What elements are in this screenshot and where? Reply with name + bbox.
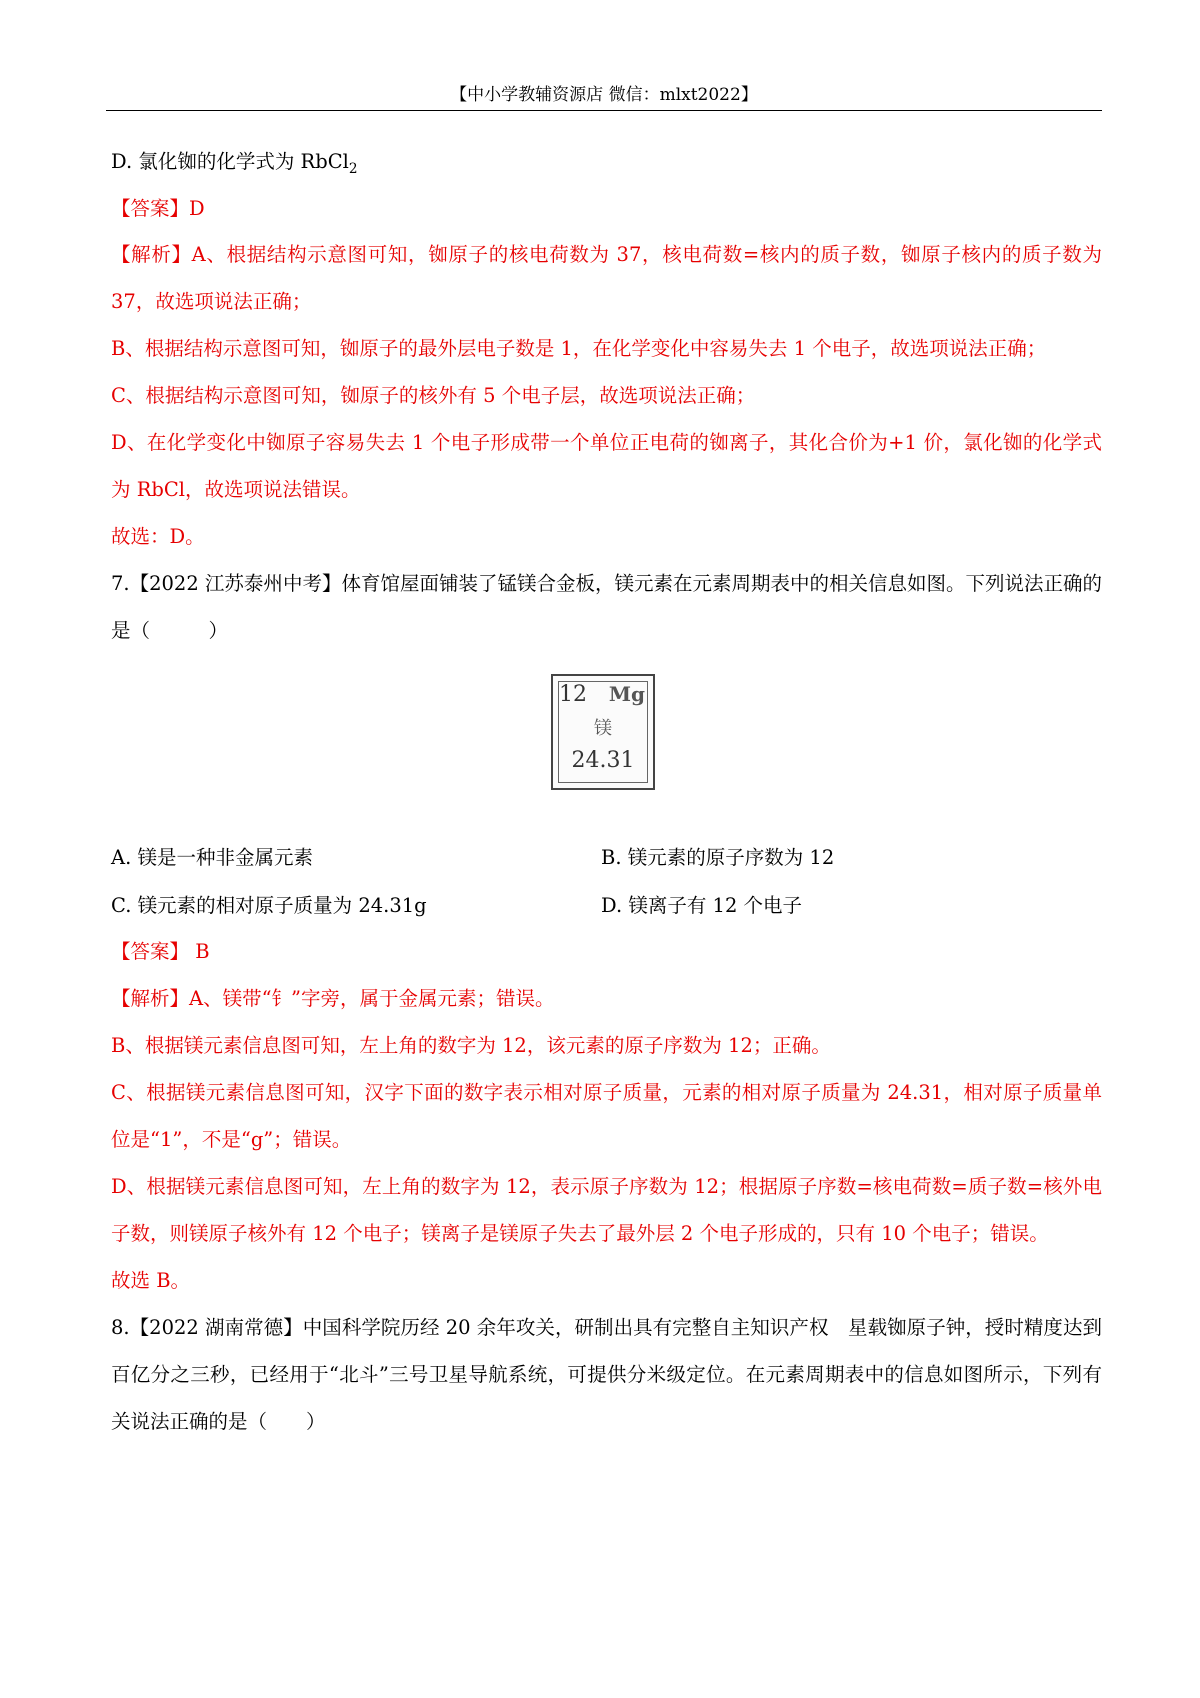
q7-answer: 【答案】 B (111, 940, 210, 963)
q6-analysis-c: C、根据结构示意图可知，铷原子的核外有 5 个电子层，故选项说法正确； (111, 384, 756, 407)
q7-analysis-a: 【解析】A、镁带“钅”字旁，属于金属元素；错误。 (111, 987, 555, 1010)
page-header: 【中小学教辅资源店 微信：mlxt2022】 (450, 85, 758, 105)
q7-conclusion: 故选 B。 (111, 1269, 191, 1292)
atomic-number: 12 (559, 682, 587, 707)
q7-options-row-1 (111, 832, 1102, 880)
q6-option-d: D. 氯化铷的化学式为 RbCl$_2$ (111, 150, 358, 177)
page-content (111, 150, 1102, 1445)
q7-analysis-b: B、根据镁元素信息图可知，左上角的数字为 12，该元素的原子序数为 12；正确。 (111, 1034, 831, 1057)
element-figure (111, 654, 1102, 832)
q7-option-a: A. 镁是一种非金属元素 (111, 846, 313, 869)
q6-conclusion: 故选：D。 (111, 525, 205, 548)
q6-answer: 【答案】D (111, 197, 205, 220)
q6-analysis-d: D、在化学变化中铷原子容易失去 1 个电子形成带一个单位正电荷的铷离子，其化合价为+1 价，氯化铷的化学式为 RbCl，故选项说法错误。 (111, 431, 1102, 501)
q7-analysis-c: C、根据镁元素信息图可知，汉字下面的数字表示相对原子质量，元素的相对原子质量为 24.31，相对原子质量单位是“1”，不是“g”；错误。 (111, 1081, 1102, 1151)
q7-analysis-d: D、根据镁元素信息图可知，左上角的数字为 12，表示原子序数为 12；根据原子序数=核电荷数=质子数=核外电子数，则镁原子核外有 12 个电子；镁离子是镁原子失去了最外层 2 个电子形成的，只有 10 个电子；错误。 (111, 1175, 1102, 1245)
q7-option-b: B. 镁元素的原子序数为 12 (601, 846, 835, 869)
atomic-mass: 24.31 (571, 748, 635, 773)
q6-analysis-a: 【解析】A、根据结构示意图可知，铷原子的核电荷数为 37，核电荷数=核内的质子数，铷原子核内的质子数为 37，故选项说法正确； (111, 243, 1102, 313)
element-symbol: Mg (608, 682, 645, 706)
header-rule (106, 110, 1102, 111)
q7-options-row-2 (111, 880, 1102, 928)
element-card-magnesium (551, 674, 655, 790)
q7-stem: 7.【2022 江苏泰州中考】体育馆屋面铺装了锰镁合金板，镁元素在元素周期表中的相关信息如图。下列说法正确的是（ ） (111, 572, 1102, 642)
q6-analysis-b: B、根据结构示意图可知，铷原子的最外层电子数是 1，在化学变化中容易失去 1 个电子，故选项说法正确； (111, 337, 1047, 360)
q7-option-c: C. 镁元素的相对原子质量为 24.31g (111, 894, 427, 917)
q8-stem: 8.【2022 湖南常德】中国科学院历经 20 余年攻关，研制出具有完整自主知识产权 星载铷原子钟，授时精度达到百亿分之三秒，已经用于“北斗”三号卫星导航系统，可提供分米级定位。在元素周期表中的信息如图所示，下列有关说法正确的是（ ） (111, 1316, 1102, 1433)
q7-option-d: D. 镁离子有 12 个电子 (601, 894, 803, 917)
element-name: 镁 (594, 718, 612, 739)
